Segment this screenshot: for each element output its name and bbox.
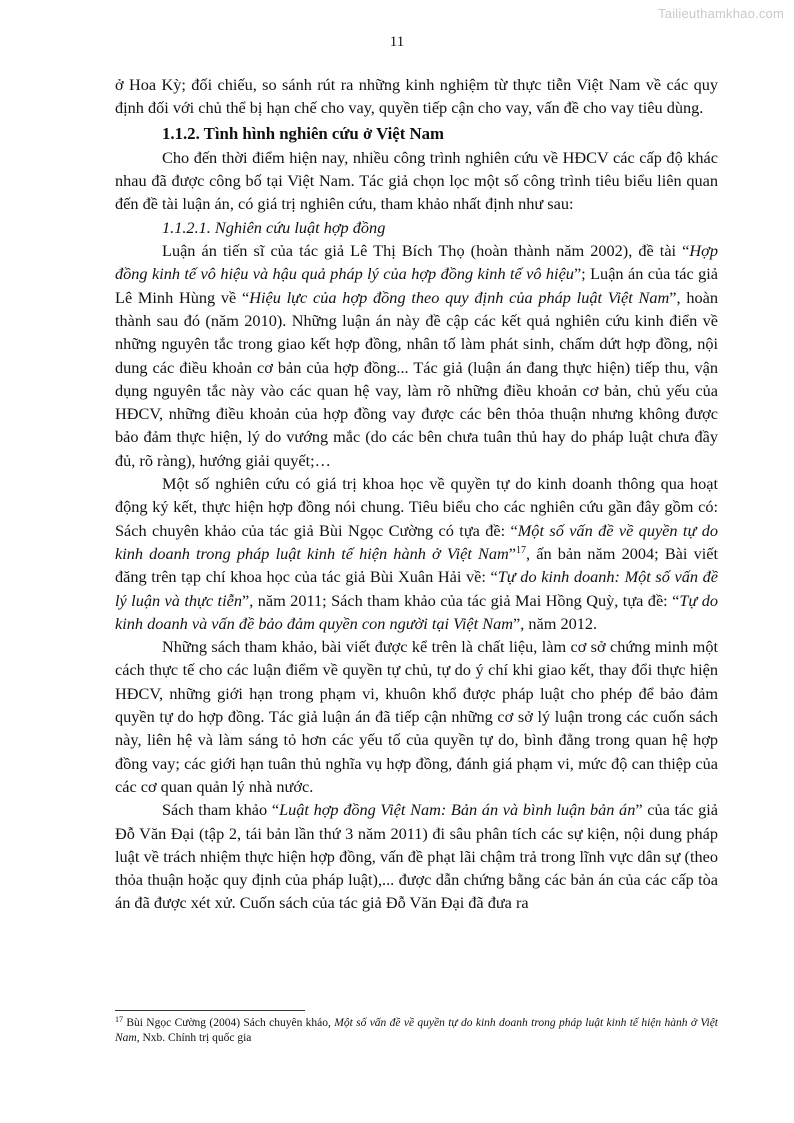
paragraph-references: Những sách tham khảo, bài viết được kể trên là chất liệu, làm cơ sở chứng minh một cách thực tế cho các luận điểm về quyền tự chủ, tự do ý chí khi giao kết, thay đổi thực hiện HĐCV, những giới hạn trong phạm vi, khuôn khổ được pháp luật cho phép để bảo đảm quyền tự do hợp đồng. Tác giả luận án đã tiếp cận những cơ sở lý luận trong các cuốn sách này, liên hệ và làm sáng tỏ hơn các yếu tố của quyền tự do, bình đẳng trong quan hệ hợp đồng vay; các giới hạn tuân thủ nghĩa vụ hợp đồng, đánh giá phạm vi, mức độ can thiệp của các cơ quan quản lý nhà nước. [115,637,718,796]
section-heading: 1.1.2. Tình hình nghiên cứu ở Việt Nam [162,123,445,143]
footnote-reference[interactable]: 17 [516,544,527,556]
footnote-divider [115,1010,305,1011]
text-run: Luận án tiến sĩ của tác giả Lê Thị Bích Thọ (hoàn thành năm 2002), đề tài “ [162,241,690,261]
text-run: ” của tác giả Đỗ Văn Đại (tập 2, tái bản lần thứ 3 năm 2011) đi sâu phân tích các sự kiện, nội dung pháp luật về trách nhiệm thực hiện hợp đồng, vấn đề phạt lãi chậm trả trong lĩnh vực dân sự (theo thỏa thuận hoặc quy định của pháp luật),... được dẫn chứng bằng các bản án của các cấp tòa án đã được xét xử. Cuốn sách của tác giả Đỗ Văn Đại đã đưa ra [115,800,719,913]
footnote-number: 17 [115,1015,123,1024]
text-run: ”, hoàn thành sau đó (năm 2010). Những luận án này đề cập các kết quả nghiên cứu kinh điển về những nguyên tắc trong giao kết hợp đồng, nhân tố làm phát sinh, chấm dứt hợp đồng, nội dung các điều khoản cơ bản của hợp đồng... Tác giả (luận án đang thực hiện) tiếp thu, vận dụng nguyên tắc này vào các quan hệ vay, làm rõ những điều khoản cơ bản, chủ yếu của HĐCV, những điều khoản của hợp đồng vay được các bên thỏa thuận nhưng không được bảo đảm thực hiện, lý do vướng mắc (do các bên chưa tuân thủ hay do pháp luật chưa đầy đủ, rõ ràng), hướng giải quyết;… [115,287,718,470]
paragraph-case-law [115,798,718,914]
paragraph-business-freedom [115,472,718,635]
paragraph-intro: Cho đến thời điểm hiện nay, nhiều công trình nghiên cứu về HĐCV các cấp độ khác nhau đã được công bố tại Việt Nam. Tác giả chọn lọc một số công trình tiêu biểu liên quan đến đề tài luận án, có giá trị nghiên cứu, tham khảo nhất định như sau: [115,147,718,214]
page-body [115,73,718,915]
text-run: ” [508,543,517,563]
text-run: Sách tham khảo “ [162,800,280,820]
italic-title: Tự do kinh doanh và vấn đề bảo đảm quyền con người tại Việt Nam [115,590,719,633]
text-run: , Nxb. Chính trị quốc gia [136,1032,252,1044]
paragraph-continuation: ở Hoa Kỳ; đối chiếu, so sánh rút ra những kinh nghiệm từ thực tiễn Việt Nam về các quy định đối với chủ thể bị hạn chế cho vay, quyền tiếp cận cho vay, vấn đề cho vay tiêu dùng. [115,75,718,118]
text-run: , ấn bản năm 2004; Bài viết đăng trên tạp chí khoa học của tác giả Bùi Xuân Hải về: “ [115,543,718,587]
italic-title: Hợp đồng kinh tế vô hiệu và hậu quả pháp lý của hợp đồng kinh tế vô hiệu [115,241,718,284]
italic-title: Một số vấn đề về quyền tự do kinh doanh trong pháp luật kinh tế hiện hành ở Việt Nam [115,520,718,563]
paragraph-contract-law [115,239,718,472]
page-number: 11 [389,34,405,50]
text-run: Một số nghiên cứu có giá trị khoa học về quyền tự do kinh doanh thông qua hoạt động ký kết, thực hiện hợp đồng nói chung. Tiêu biểu cho các nghiên cứu gần đây gồm có: Sách chuyên khảo của tác giả Bùi Ngọc Cường có tựa đề: “ [115,474,718,540]
footnote [115,1016,718,1046]
text-run: ”; Luận án của tác giả Lê Minh Hùng về “ [115,264,719,307]
text-run: ”, năm 2011; Sách tham khảo của tác giả Mai Hồng Quỳ, tựa đề: “ [241,590,680,610]
italic-title: Hiệu lực của hợp đồng theo quy định của pháp luật Việt Nam [249,287,670,307]
italic-title: Một số vấn đề về quyền tự do kinh doanh trong pháp luật kinh tế hiện hành ở Việt Nam [115,1017,718,1044]
watermark: Tailieuthamkhao.com [658,6,784,21]
text-run: Bùi Ngọc Cường (2004) Sách chuyên khảo, [123,1017,335,1029]
subsection-heading: 1.1.2.1. Nghiên cứu luật hợp đồng [162,217,386,237]
italic-title: Luật hợp đồng Việt Nam: Bản án và bình luận bản án [279,800,636,820]
text-run: ”, năm 2012. [513,613,598,633]
italic-title: Tự do kinh doanh: Một số vấn đề lý luận và thực tiễn [115,567,718,610]
